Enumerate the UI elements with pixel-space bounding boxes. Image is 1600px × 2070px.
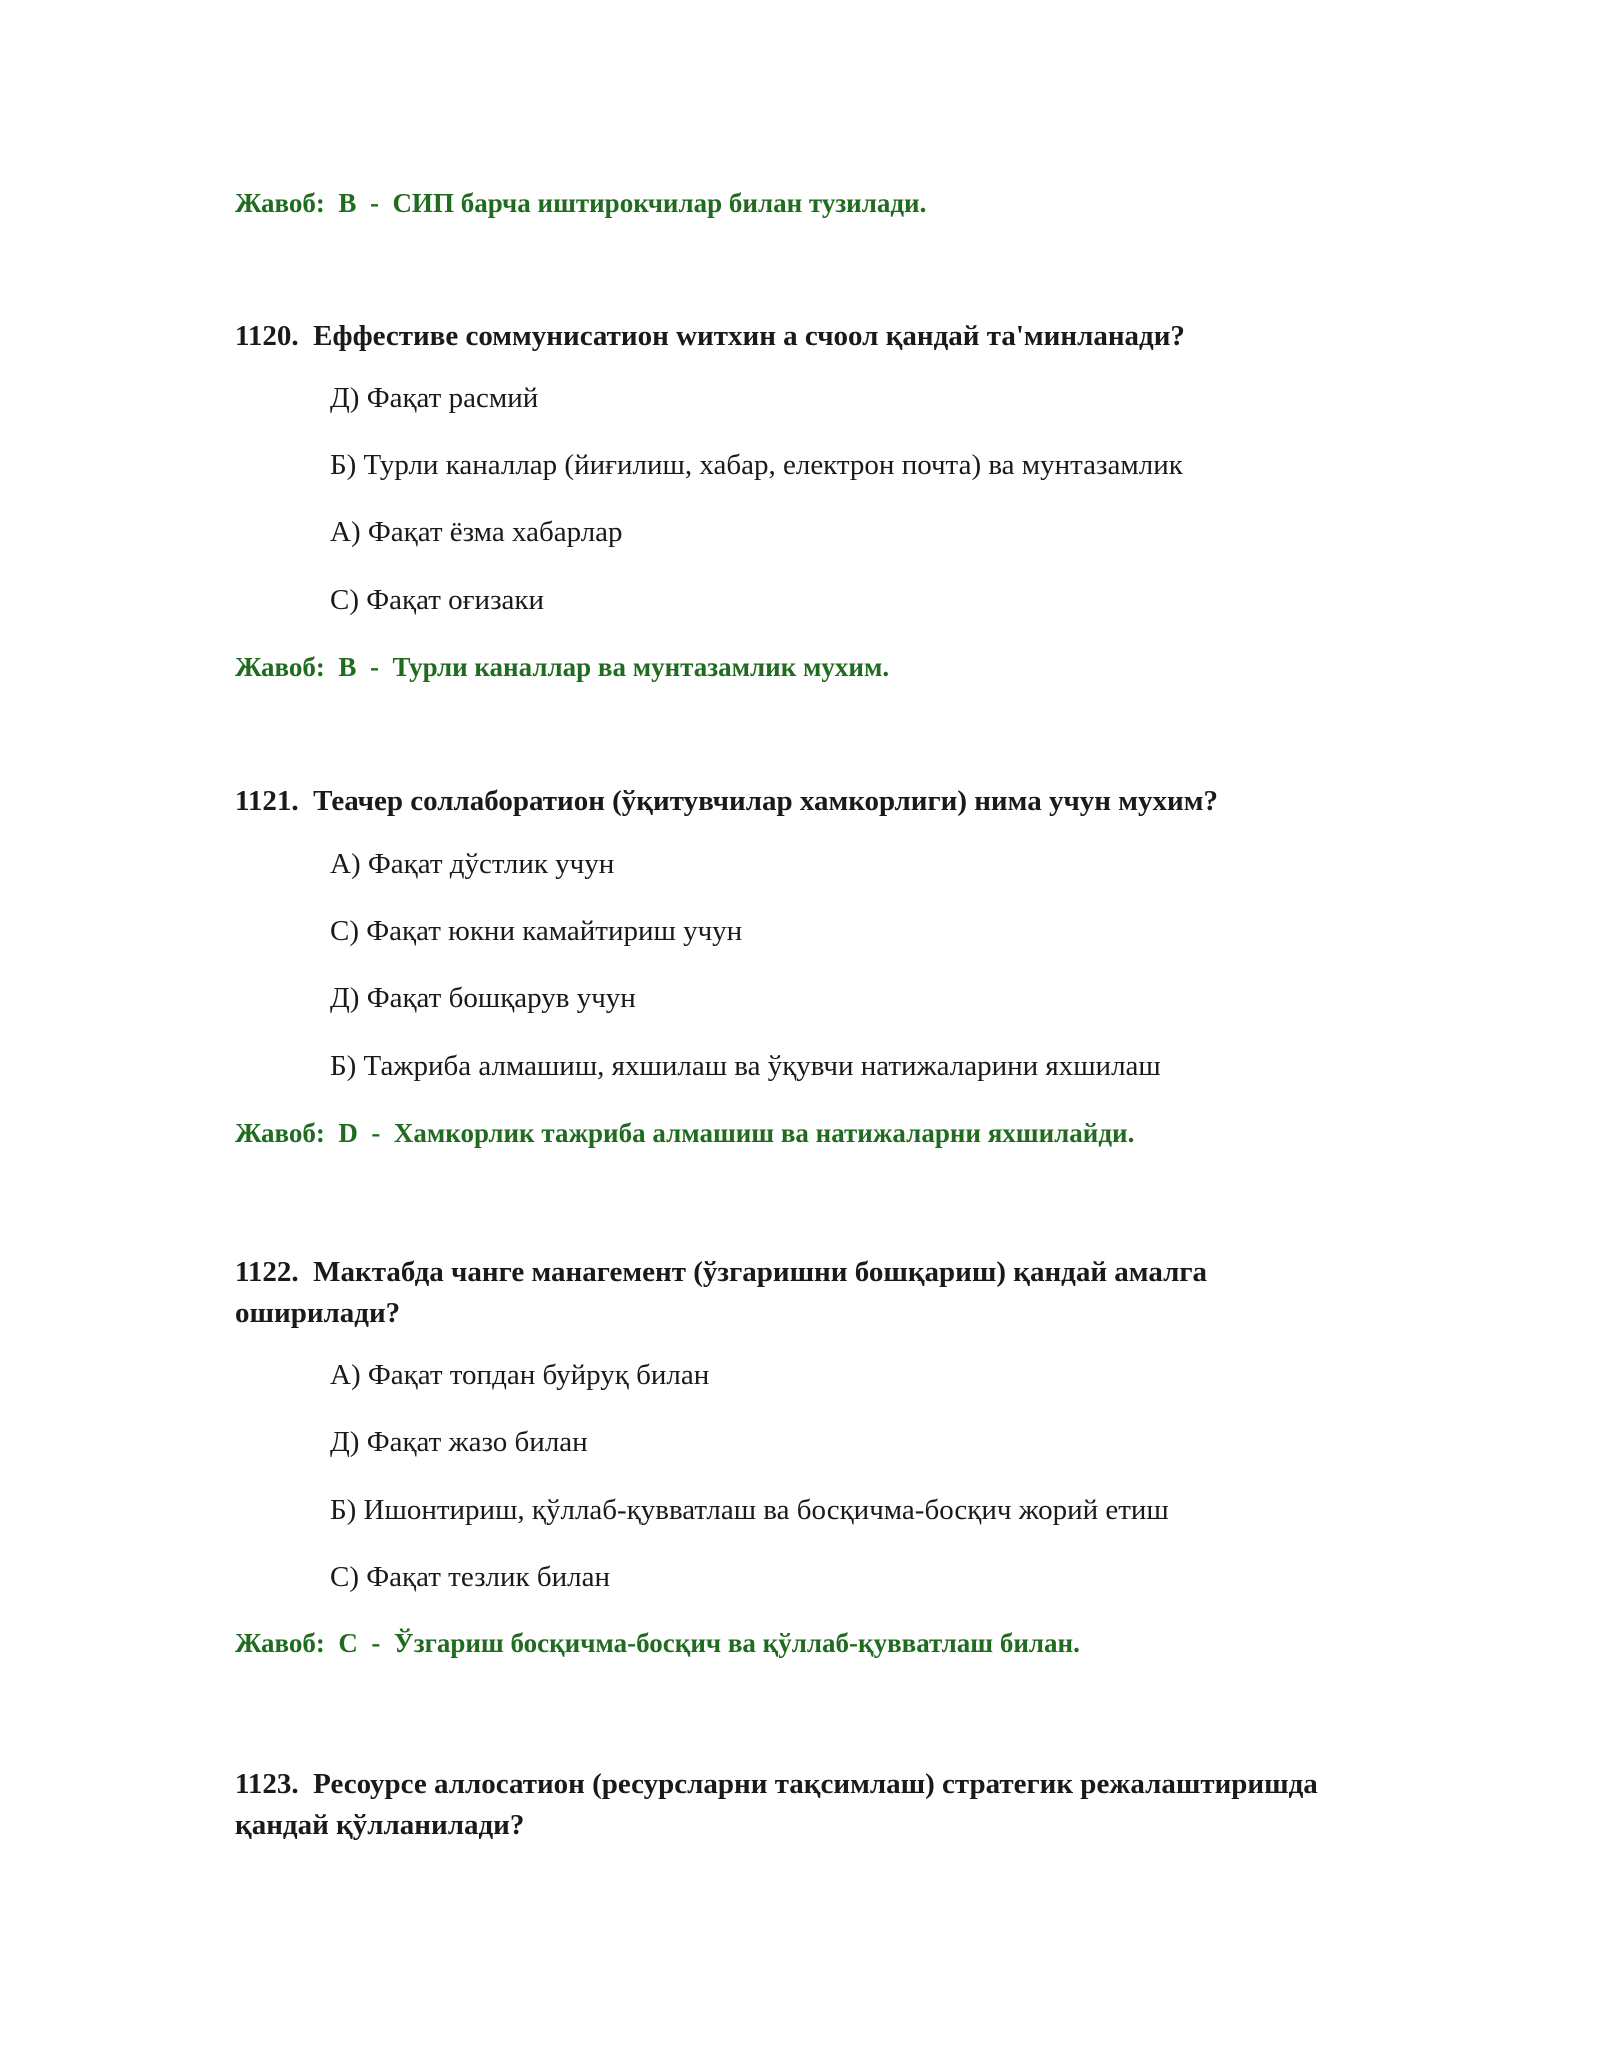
answer-label: Жавоб: bbox=[235, 1118, 325, 1148]
question-1121 bbox=[235, 781, 1355, 822]
question-number: 1120. bbox=[235, 320, 299, 352]
option-item: С) Фақат юкни камайтириш учун bbox=[330, 915, 743, 947]
answer-letter: C bbox=[338, 1628, 358, 1658]
answer-letter: D bbox=[338, 1118, 358, 1148]
answer-text: Хамкорлик тажриба алмашиш ва натижаларни яхшилайди. bbox=[393, 1118, 1135, 1148]
option-item: Д) Фақат расмий bbox=[330, 382, 539, 414]
answer-dash: - bbox=[371, 1628, 381, 1658]
option-item: Д) Фақат бошқарув учун bbox=[330, 982, 636, 1014]
answer-dash: - bbox=[371, 1118, 381, 1148]
question-number: 1121. bbox=[235, 785, 299, 817]
answer-line bbox=[235, 652, 889, 683]
option-item: Д) Фақат жазо билан bbox=[330, 1426, 588, 1458]
answer-letter: B bbox=[338, 652, 357, 682]
answer-text: Ўзгариш босқичма-босқич ва қўллаб-қувватлаш билан. bbox=[393, 1628, 1080, 1658]
question-number: 1123. bbox=[235, 1768, 299, 1800]
answer-line bbox=[235, 1118, 1134, 1149]
answer-text: Турли каналлар ва мунтазамлик мухим. bbox=[392, 652, 890, 682]
answer-line bbox=[235, 1628, 1080, 1659]
option-item: А) Фақат топдан буйруқ билан bbox=[330, 1359, 710, 1391]
answer-label: Жавоб: bbox=[235, 188, 325, 218]
option-item: А) Фақат дўстлик учун bbox=[330, 848, 615, 880]
question-1122 bbox=[235, 1252, 1355, 1334]
question-text: Ресоурсе аллосатион (ресурсларни тақсимлаш) стратегик режалаштиришда қандай қўлланилади? bbox=[235, 1768, 1318, 1841]
answer-label: Жавоб: bbox=[235, 652, 325, 682]
option-item: С) Фақат оғизаки bbox=[330, 584, 545, 616]
question-1120 bbox=[235, 316, 1355, 357]
answer-text: СИП барча иштирокчилар билан тузилади. bbox=[392, 188, 927, 218]
question-text: Еффестиве соммунисатион wитхин а счоол қандай та'минланади? bbox=[313, 320, 1185, 352]
question-1123 bbox=[235, 1764, 1355, 1846]
answer-line bbox=[235, 188, 926, 219]
answer-dash: - bbox=[369, 188, 379, 218]
option-item: А) Фақат ёзма хабарлар bbox=[330, 516, 623, 548]
answer-dash: - bbox=[369, 652, 379, 682]
answer-label: Жавоб: bbox=[235, 1628, 325, 1658]
option-item: Б) Тажриба алмашиш, яхшилаш ва ўқувчи натижаларини яхшилаш bbox=[330, 1050, 1161, 1082]
answer-letter: B bbox=[338, 188, 357, 218]
question-text: Мактабда чанге манагемент (ўзгаришни бошқариш) қандай амалга оширилади? bbox=[235, 1256, 1208, 1329]
option-item: Б) Ишонтириш, қўллаб-қувватлаш ва босқичма-босқич жорий етиш bbox=[330, 1494, 1169, 1526]
question-text: Теачер соллаборатион (ўқитувчилар хамкорлиги) нима учун мухим? bbox=[313, 785, 1218, 817]
question-number: 1122. bbox=[235, 1256, 299, 1288]
option-item: Б) Турли каналлар (йиғилиш, хабар, електрон почта) ва мунтазамлик bbox=[330, 449, 1183, 481]
option-item: С) Фақат тезлик билан bbox=[330, 1561, 610, 1593]
